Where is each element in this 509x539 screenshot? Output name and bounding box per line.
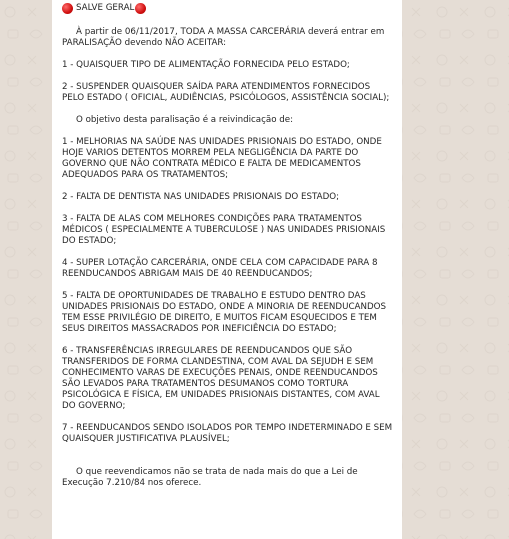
message-title-text: SALVE GERAL	[76, 2, 135, 13]
message-bubble	[52, 0, 402, 539]
claim-item: 2 - FALTA DE DENTISTA NAS UNIDADES PRISIONAIS DO ESTADO;	[62, 192, 340, 202]
claim-item: 4 - SUPER LOTAÇÃO CARCERÁRIA, ONDE CELA COM CAPACIDADE PARA 8 REENDUCANDOS ABRIGAM MAIS DE 40 REENDUCANDOS;	[62, 258, 378, 279]
intro-paragraph: À partir de 06/11/2017, TODA A MASSA CARCERÁRIA deverá entrar em PARALISAÇÃO devendo NÃO ACEITAR:	[62, 27, 385, 48]
objective-text: O objetivo desta paralisação é a reivindicação de:	[76, 115, 294, 125]
message-title	[62, 1, 394, 15]
claim-item: 3 - FALTA DE ALAS COM MELHORES CONDIÇÕES PARA TRATAMENTOS MÉDICOS ( ESPECIALMENTE A TUBERCULOSE ) NAS UNIDADES PRISIONAIS DO ESTADO;	[62, 214, 386, 246]
claim-item: 1 - MELHORIAS NA SAÚDE NAS UNIDADES PRISIONAIS DO ESTADO, ONDE HOJE VARIOS DETENTOS MORREM PELA NEGLIGÊNCIA DA PARTE DO GOVERNO QUE NÃO CONTRATA MÉDICO E FALTA DE MEDICAMENTOS ADEQUADOS PARA OS TRATAMENTOS;	[62, 137, 382, 180]
demand-item: 2 - SUSPENDER QUAISQUER SAÍDA PARA ATENDIMENTOS FORNECIDOS PELO ESTADO ( OFICIAL, AUDIÊNCIAS, PSICÓLOGOS, ASSISTÊNCIA SOCIAL);	[62, 82, 390, 103]
red-circle-icon	[135, 3, 146, 14]
claim-item: 7 - REENDUCANDOS SENDO ISOLADOS POR TEMPO INDETERMINADO E SEM QUAISQUER JUSTIFICATIVA PLAUSÍVEL;	[62, 423, 393, 444]
claim-item: 5 - FALTA DE OPORTUNIDADES DE TRABALHO E ESTUDO DENTRO DAS UNIDADES PRISIONAIS DO ESTADO, ONDE A MINORIA DE REENDUCANDOS TEM ESSE PRIVILÉGIO DE DIREITO, E MUITOS FICAM ESQUECIDOS E TEM SEUS DIREITOS MASSACRADOS POR INEFICIÊNCIA DO ESTADO;	[62, 291, 387, 334]
claim-item: 6 - TRANSFERÊNCIAS IRREGULARES DE REENDUCANDOS QUE SÃO TRANSFERIDOS DE FORMA CLANDESTINA, COM AVAL DA SEJUDH E SEM CONHECIMENTO VARAS DE EXECUÇÕES PENAIS, ONDE REENDUCANDOS SÃO LEVADOS PARA TRATAMENTOS DESUMANOS COMO TORTURA PSICOLÓGICA E FÍSICA, EM UNIDADES PRISIONAIS DISTANTES, COM AVAL DO GOVERNO;	[62, 346, 380, 411]
red-circle-icon	[62, 3, 73, 14]
demand-item: 1 - QUAISQUER TIPO DE ALIMENTAÇÃO FORNECIDA PELO ESTADO;	[62, 60, 350, 70]
closing-text: O que reevendicamos não se trata de nada mais do que a Lei de Execução 7.210/84 nos oferece.	[62, 467, 358, 488]
